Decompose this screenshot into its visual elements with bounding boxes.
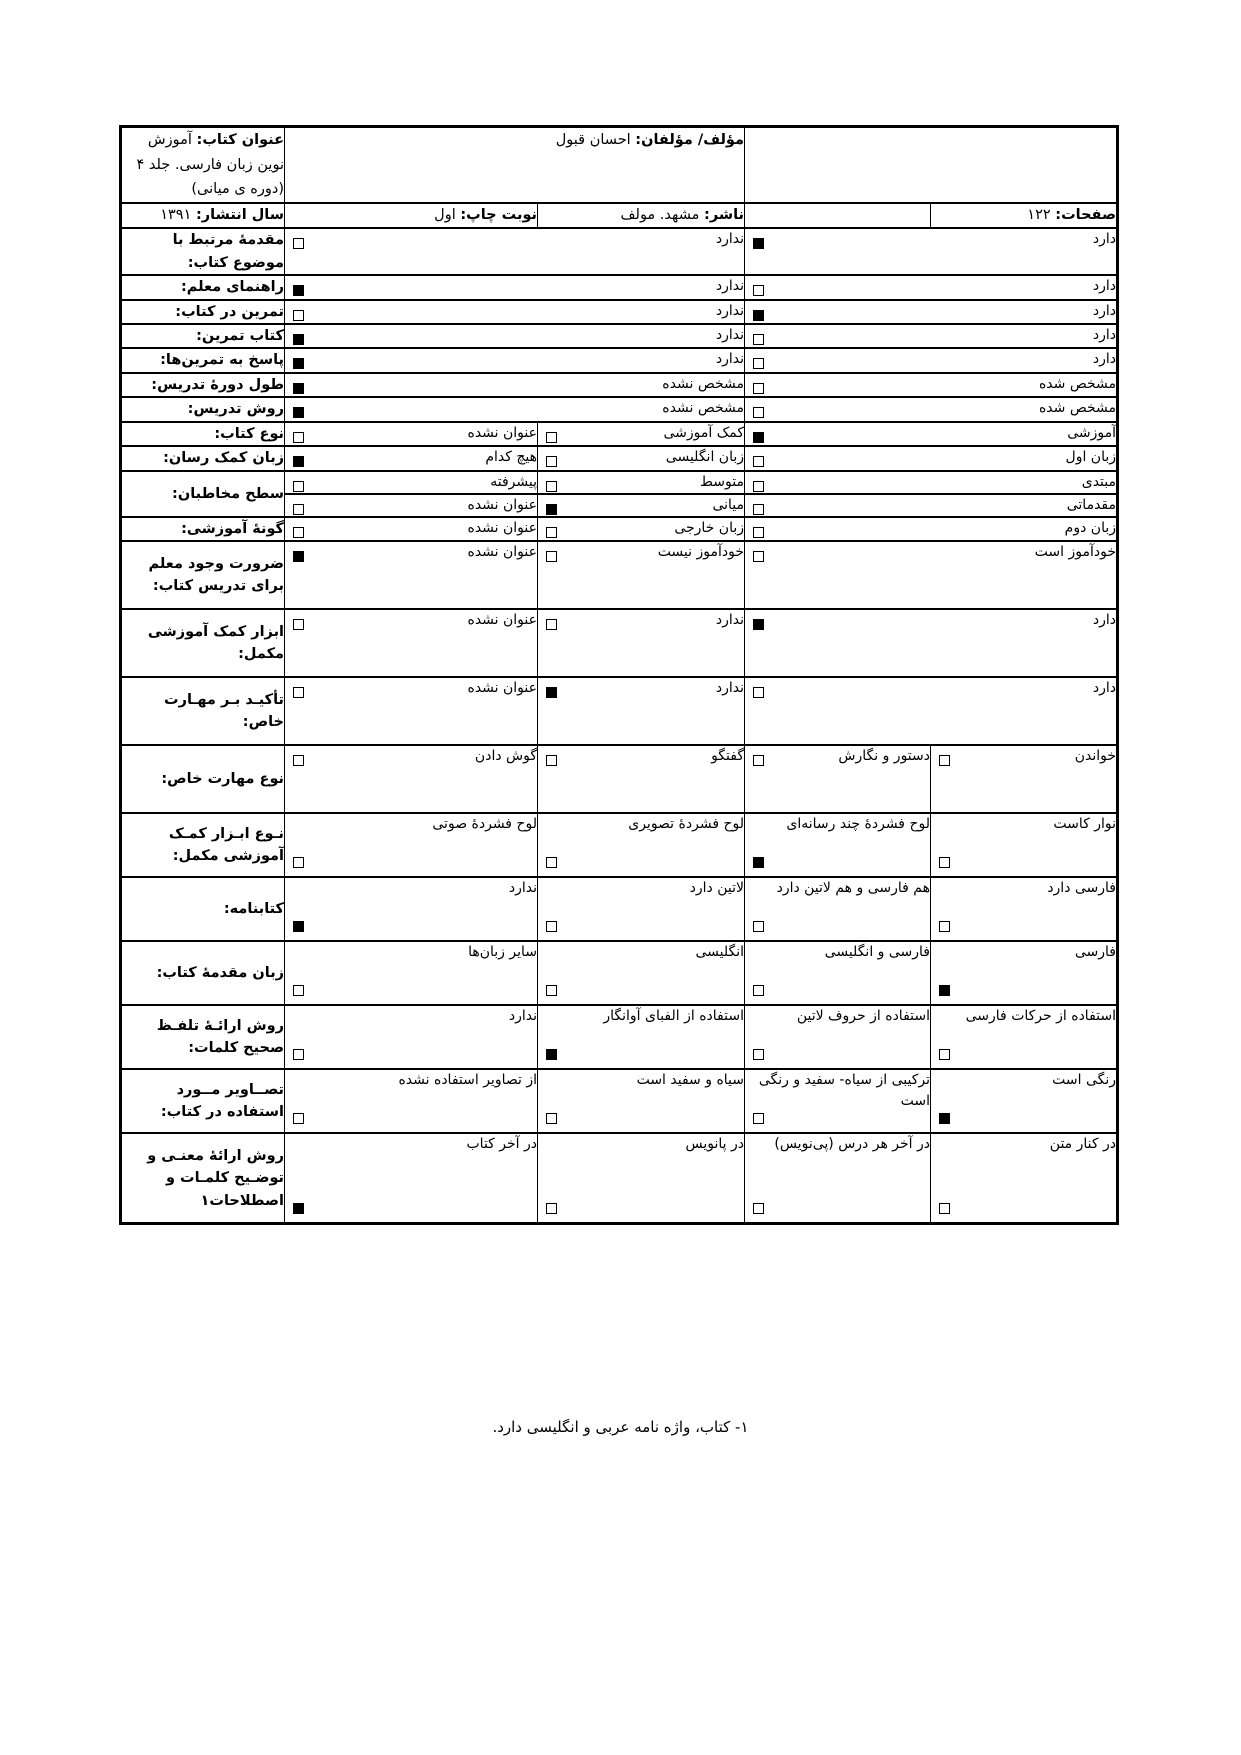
- checkbox-unchecked[interactable]: [546, 481, 557, 492]
- form-row: [121, 373, 1118, 397]
- row-label: کتابنامه:: [121, 877, 285, 941]
- option-cell[interactable]: [745, 471, 1118, 494]
- option-label: در پانویس: [685, 1136, 744, 1153]
- option-cell[interactable]: [745, 228, 1118, 275]
- option-label: سایر زبان‌ها: [468, 944, 537, 961]
- option-label: دارد: [1092, 612, 1116, 629]
- option-cell[interactable]: [285, 422, 538, 446]
- option-label: عنوان نشده: [467, 496, 537, 513]
- option-label: زبان انگلیسی: [665, 449, 744, 466]
- row-label: نوع مهارت خاص:: [121, 745, 285, 813]
- option-cell[interactable]: [745, 541, 1118, 609]
- option-cell[interactable]: [745, 677, 1118, 745]
- option-cell[interactable]: [538, 1133, 745, 1224]
- row-label: زبان کمک رسان:: [121, 446, 285, 470]
- form-row: [121, 877, 1118, 941]
- publish-year-value: ۱۳۹۱: [160, 206, 192, 223]
- book-title-label: عنوان کتاب:: [196, 132, 284, 148]
- option-cell[interactable]: [285, 228, 745, 275]
- row-label: طول دورۀ تدریس:: [121, 373, 285, 397]
- option-label: زبان دوم: [1064, 519, 1116, 536]
- option-label: دارد: [1092, 231, 1116, 248]
- option-label: لوح فشردۀ صوتی: [432, 816, 537, 833]
- option-label: لوح فشردۀ تصویری: [628, 816, 744, 833]
- checkbox-checked[interactable]: [293, 285, 304, 296]
- option-label: استفاده از الفبای آوانگار: [603, 1008, 744, 1025]
- checkbox-checked[interactable]: [753, 619, 764, 630]
- row-label: گونۀ آموزشی:: [121, 517, 285, 541]
- option-label: پیشرفته: [490, 473, 537, 490]
- checkbox-unchecked[interactable]: [753, 358, 764, 369]
- form-row: [121, 745, 1118, 813]
- option-label: ترکیبی از سیاه- سفید و رنگی است: [758, 1072, 930, 1110]
- row-label: تمرین در کتاب:: [121, 300, 285, 324]
- checkbox-unchecked[interactable]: [546, 755, 557, 766]
- option-cell[interactable]: [745, 941, 931, 1005]
- checkbox-checked[interactable]: [753, 310, 764, 321]
- checkbox-unchecked[interactable]: [753, 481, 764, 492]
- option-cell[interactable]: [931, 1069, 1118, 1133]
- option-cell[interactable]: [285, 677, 538, 745]
- option-cell[interactable]: [538, 813, 745, 877]
- option-label: سیاه و سفید است: [636, 1072, 744, 1089]
- header-row-title: [121, 127, 1118, 203]
- option-label: ندارد: [715, 231, 744, 248]
- form-row: [121, 275, 1118, 299]
- option-cell[interactable]: [931, 941, 1118, 1005]
- option-cell[interactable]: [285, 300, 745, 324]
- option-label: دارد: [1092, 278, 1116, 295]
- checkbox-checked[interactable]: [293, 551, 304, 562]
- option-cell[interactable]: [285, 1069, 538, 1133]
- checkbox-unchecked[interactable]: [293, 857, 304, 868]
- checkbox-unchecked[interactable]: [753, 551, 764, 562]
- option-cell[interactable]: [285, 941, 538, 1005]
- option-cell[interactable]: [285, 1005, 538, 1069]
- option-cell[interactable]: [538, 941, 745, 1005]
- option-label: خودآموز است: [1034, 544, 1116, 561]
- checkbox-unchecked[interactable]: [753, 985, 764, 996]
- checkbox-unchecked[interactable]: [753, 456, 764, 467]
- option-label: استفاده از حرکات فارسی: [965, 1008, 1116, 1025]
- option-cell[interactable]: [538, 609, 745, 677]
- option-cell[interactable]: [285, 348, 745, 372]
- option-cell[interactable]: [285, 494, 538, 517]
- checkbox-unchecked[interactable]: [546, 551, 557, 562]
- option-cell[interactable]: [538, 745, 745, 813]
- row-label: تأکیـد بـر مهـارت خاص:: [121, 677, 285, 745]
- checkbox-unchecked[interactable]: [293, 985, 304, 996]
- checkbox-checked[interactable]: [546, 504, 557, 515]
- option-label: ندارد: [715, 351, 744, 368]
- option-cell[interactable]: [285, 877, 538, 941]
- option-label: زبان اول: [1065, 449, 1116, 466]
- checkbox-unchecked[interactable]: [939, 1049, 950, 1060]
- publisher-value: مشهد. مولف: [620, 206, 700, 223]
- option-label: ندارد: [715, 612, 744, 629]
- pages-label: صفحات:: [1055, 206, 1116, 223]
- option-label: میانی: [712, 496, 744, 513]
- book-title-value: آموزش نوین زبان فارسی. جلد ۴ (دوره ی میانی): [136, 132, 284, 198]
- form-row: [121, 517, 1118, 541]
- checkbox-unchecked[interactable]: [293, 1049, 304, 1060]
- option-cell[interactable]: [745, 517, 1118, 541]
- checkbox-checked[interactable]: [293, 407, 304, 418]
- option-label: دارد: [1092, 680, 1116, 697]
- checkbox-unchecked[interactable]: [939, 1203, 950, 1214]
- option-cell[interactable]: [745, 300, 1118, 324]
- option-cell[interactable]: [285, 324, 745, 348]
- checkbox-unchecked[interactable]: [293, 504, 304, 515]
- option-cell[interactable]: [285, 609, 538, 677]
- checkbox-unchecked[interactable]: [939, 921, 950, 932]
- checkbox-unchecked[interactable]: [753, 921, 764, 932]
- option-label: ندارد: [715, 326, 744, 343]
- option-cell[interactable]: [538, 677, 745, 745]
- option-cell[interactable]: [931, 1133, 1118, 1224]
- checkbox-checked[interactable]: [293, 456, 304, 467]
- checkbox-checked[interactable]: [293, 334, 304, 345]
- checkbox-unchecked[interactable]: [939, 857, 950, 868]
- form-row: [121, 1005, 1118, 1069]
- checkbox-checked[interactable]: [753, 857, 764, 868]
- option-cell[interactable]: [745, 1069, 931, 1133]
- option-label: هم فارسی و هم لاتین دارد: [776, 880, 930, 897]
- option-cell[interactable]: [285, 446, 538, 470]
- checkbox-unchecked[interactable]: [293, 687, 304, 698]
- checkbox-unchecked[interactable]: [546, 1203, 557, 1214]
- checkbox-unchecked[interactable]: [293, 619, 304, 630]
- option-cell[interactable]: [745, 422, 1118, 446]
- row-label: ضرورت وجود معلم برای تدریس کتاب:: [121, 541, 285, 609]
- option-label: عنوان نشده: [467, 612, 537, 629]
- option-label: در آخر کتاب: [466, 1136, 537, 1153]
- option-cell[interactable]: [745, 745, 931, 813]
- row-label: پاسخ به تمرین‌ها:: [121, 348, 285, 372]
- form-row: [121, 397, 1118, 421]
- option-label: هیچ کدام: [485, 449, 537, 466]
- checkbox-unchecked[interactable]: [753, 1113, 764, 1124]
- checkbox-unchecked[interactable]: [939, 755, 950, 766]
- checkbox-unchecked[interactable]: [753, 383, 764, 394]
- option-cell[interactable]: [745, 494, 1118, 517]
- row-label: ابزار کمک آموزشی مکمل:: [121, 609, 285, 677]
- option-label: دارد: [1092, 326, 1116, 343]
- checkbox-checked[interactable]: [293, 921, 304, 932]
- option-cell[interactable]: [538, 446, 745, 470]
- form-row: [121, 1133, 1118, 1224]
- form-row: [121, 941, 1118, 1005]
- option-label: لوح فشردۀ چند رسانه‌ای: [786, 816, 930, 833]
- checkbox-unchecked[interactable]: [753, 527, 764, 538]
- form-row: [121, 228, 1118, 275]
- option-cell[interactable]: [285, 813, 538, 877]
- checkbox-unchecked[interactable]: [293, 432, 304, 443]
- checkbox-unchecked[interactable]: [546, 527, 557, 538]
- row-label: سطح مخاطبان:: [121, 471, 285, 517]
- checkbox-unchecked[interactable]: [293, 1113, 304, 1124]
- option-label: رنگی است: [1052, 1072, 1116, 1089]
- checkbox-checked[interactable]: [939, 1113, 950, 1124]
- checkbox-unchecked[interactable]: [293, 310, 304, 321]
- row-label: زبان مقدمۀ کتاب:: [121, 941, 285, 1005]
- row-label: تصــاویر مــورد استفاده در کتاب:: [121, 1069, 285, 1133]
- checkbox-unchecked[interactable]: [546, 456, 557, 467]
- header-empty-cell-2: [745, 203, 931, 228]
- publish-year-cell: [121, 203, 285, 228]
- option-cell[interactable]: [285, 275, 745, 299]
- author-value: احسان قبول: [555, 132, 631, 148]
- option-label: زبان خارجی: [674, 519, 744, 536]
- option-label: مشخص شده: [1038, 400, 1116, 417]
- pages-cell: [931, 203, 1118, 228]
- option-label: فارسی و انگلیسی: [824, 944, 930, 961]
- form-row: [121, 813, 1118, 877]
- checkbox-checked[interactable]: [753, 238, 764, 249]
- checkbox-unchecked[interactable]: [753, 687, 764, 698]
- edition-value: اول: [434, 206, 456, 223]
- book-evaluation-form: [119, 125, 1119, 1225]
- option-label: در آخر هر درس (پی‌نویس): [774, 1136, 930, 1153]
- checkbox-unchecked[interactable]: [753, 1049, 764, 1060]
- row-label: نـوع ابـزار کمـک آموزشی مکمل:: [121, 813, 285, 877]
- option-label: عنوان نشده: [467, 424, 537, 441]
- option-label: عنوان نشده: [467, 680, 537, 697]
- option-cell[interactable]: [745, 813, 931, 877]
- form-row: [121, 348, 1118, 372]
- header-empty-cell: [745, 127, 1118, 203]
- option-label: نوار کاست: [1053, 816, 1116, 833]
- option-cell[interactable]: [538, 1005, 745, 1069]
- option-cell[interactable]: [745, 373, 1118, 397]
- form-row: [121, 471, 1118, 494]
- edition-cell: [285, 203, 538, 228]
- checkbox-unchecked[interactable]: [753, 334, 764, 345]
- option-cell[interactable]: [538, 877, 745, 941]
- option-label: مقدماتی: [1066, 496, 1116, 513]
- option-cell[interactable]: [931, 745, 1118, 813]
- option-cell[interactable]: [931, 877, 1118, 941]
- option-cell[interactable]: [745, 877, 931, 941]
- option-cell[interactable]: [285, 397, 745, 421]
- form-row: [121, 446, 1118, 470]
- option-label: فارسی: [1074, 944, 1116, 961]
- footnote-text: ۱- کتاب، واژه نامه عربی و انگلیسی دارد.: [492, 1418, 749, 1436]
- option-label: کمک آموزشی: [663, 424, 744, 441]
- form-row: [121, 300, 1118, 324]
- option-cell[interactable]: [285, 471, 538, 494]
- option-cell[interactable]: [745, 397, 1118, 421]
- option-label: استفاده از حروف لاتین: [796, 1008, 930, 1025]
- option-label: ندارد: [508, 880, 537, 897]
- option-label: مشخص نشده: [662, 400, 744, 417]
- checkbox-unchecked[interactable]: [753, 1203, 764, 1214]
- option-cell[interactable]: [745, 1005, 931, 1069]
- option-label: انگلیسی: [695, 944, 744, 961]
- option-label: گفتگو: [711, 748, 744, 765]
- option-label: دارد: [1092, 351, 1116, 368]
- checkbox-unchecked[interactable]: [546, 985, 557, 996]
- option-label: ندارد: [508, 1008, 537, 1025]
- checkbox-unchecked[interactable]: [753, 407, 764, 418]
- option-label: فارسی دارد: [1047, 880, 1116, 897]
- footnote: [122, 1418, 1119, 1436]
- publisher-cell: [538, 203, 745, 228]
- form-row: [121, 324, 1118, 348]
- option-label: متوسط: [700, 473, 744, 490]
- header-row-publication: [121, 203, 1118, 228]
- row-label: مقدمۀ مرتبط با موضوع کتاب:: [121, 228, 285, 275]
- checkbox-unchecked[interactable]: [546, 619, 557, 630]
- edition-label: نوبت چاپ:: [460, 206, 537, 223]
- checkbox-checked[interactable]: [293, 1203, 304, 1214]
- author-label: مؤلف/ مؤلفان:: [635, 132, 744, 148]
- book-title-cell: [121, 127, 285, 203]
- checkbox-unchecked[interactable]: [753, 285, 764, 296]
- row-label: روش تدریس:: [121, 397, 285, 421]
- row-label: روش ارائـۀ تلفـظ صحیح کلمات:: [121, 1005, 285, 1069]
- checkbox-unchecked[interactable]: [293, 238, 304, 249]
- form-row: [121, 541, 1118, 609]
- option-label: عنوان نشده: [467, 544, 537, 561]
- option-label: مبتدی: [1081, 473, 1116, 490]
- form-row: [121, 677, 1118, 745]
- option-label: خواندن: [1074, 748, 1116, 765]
- checkbox-unchecked[interactable]: [753, 504, 764, 515]
- checkbox-unchecked[interactable]: [546, 1113, 557, 1124]
- checkbox-checked[interactable]: [293, 358, 304, 369]
- option-label: خودآموز نیست: [657, 544, 744, 561]
- option-cell[interactable]: [285, 745, 538, 813]
- row-label: کتاب تمرین:: [121, 324, 285, 348]
- option-label: عنوان نشده: [467, 519, 537, 536]
- option-cell[interactable]: [538, 1069, 745, 1133]
- row-label: روش ارائۀ معنـی و توضـیح کلمـات و اصطلاحات۱: [121, 1133, 285, 1224]
- option-cell[interactable]: [931, 1005, 1118, 1069]
- option-cell[interactable]: [538, 517, 745, 541]
- form-row: [121, 1069, 1118, 1133]
- option-label: از تصاویر استفاده نشده: [398, 1072, 537, 1089]
- row-label: راهنمای معلم:: [121, 275, 285, 299]
- option-label: دارد: [1092, 302, 1116, 319]
- option-label: لاتین دارد: [689, 880, 744, 897]
- option-cell[interactable]: [745, 275, 1118, 299]
- checkbox-unchecked[interactable]: [546, 857, 557, 868]
- option-cell[interactable]: [745, 324, 1118, 348]
- checkbox-checked[interactable]: [753, 432, 764, 443]
- checkbox-unchecked[interactable]: [293, 481, 304, 492]
- option-cell[interactable]: [538, 541, 745, 609]
- checkbox-unchecked[interactable]: [293, 755, 304, 766]
- option-cell[interactable]: [285, 373, 745, 397]
- option-cell[interactable]: [931, 813, 1118, 877]
- form-row: [121, 422, 1118, 446]
- checkbox-checked[interactable]: [546, 687, 557, 698]
- option-label: آموزشی: [1067, 424, 1116, 441]
- option-label: ندارد: [715, 278, 744, 295]
- option-cell[interactable]: [285, 541, 538, 609]
- author-cell: [285, 127, 745, 203]
- option-label: ندارد: [715, 680, 744, 697]
- publish-year-label: سال انتشار:: [195, 206, 284, 223]
- checkbox-unchecked[interactable]: [546, 921, 557, 932]
- option-label: مشخص نشده: [662, 375, 744, 392]
- option-cell[interactable]: [285, 517, 538, 541]
- option-cell[interactable]: [285, 1133, 538, 1224]
- option-label: مشخص شده: [1038, 375, 1116, 392]
- checkbox-checked[interactable]: [293, 383, 304, 394]
- pages-value: ۱۲۲: [1027, 206, 1051, 223]
- checkbox-checked[interactable]: [546, 1049, 557, 1060]
- checkbox-unchecked[interactable]: [546, 432, 557, 443]
- option-label: در کنار متن: [1049, 1136, 1116, 1153]
- option-cell[interactable]: [745, 1133, 931, 1224]
- checkbox-checked[interactable]: [939, 985, 950, 996]
- option-cell[interactable]: [745, 609, 1118, 677]
- publisher-label: ناشر:: [704, 206, 744, 223]
- option-cell[interactable]: [538, 471, 745, 494]
- checkbox-unchecked[interactable]: [293, 527, 304, 538]
- option-label: دستور و نگارش: [838, 748, 930, 765]
- option-cell[interactable]: [538, 422, 745, 446]
- checkbox-unchecked[interactable]: [753, 755, 764, 766]
- option-cell[interactable]: [745, 348, 1118, 372]
- form-row: [121, 609, 1118, 677]
- option-label: گوش دادن: [474, 748, 537, 765]
- option-cell[interactable]: [745, 446, 1118, 470]
- option-label: ندارد: [715, 302, 744, 319]
- option-cell[interactable]: [538, 494, 745, 517]
- row-label: نوع کتاب:: [121, 422, 285, 446]
